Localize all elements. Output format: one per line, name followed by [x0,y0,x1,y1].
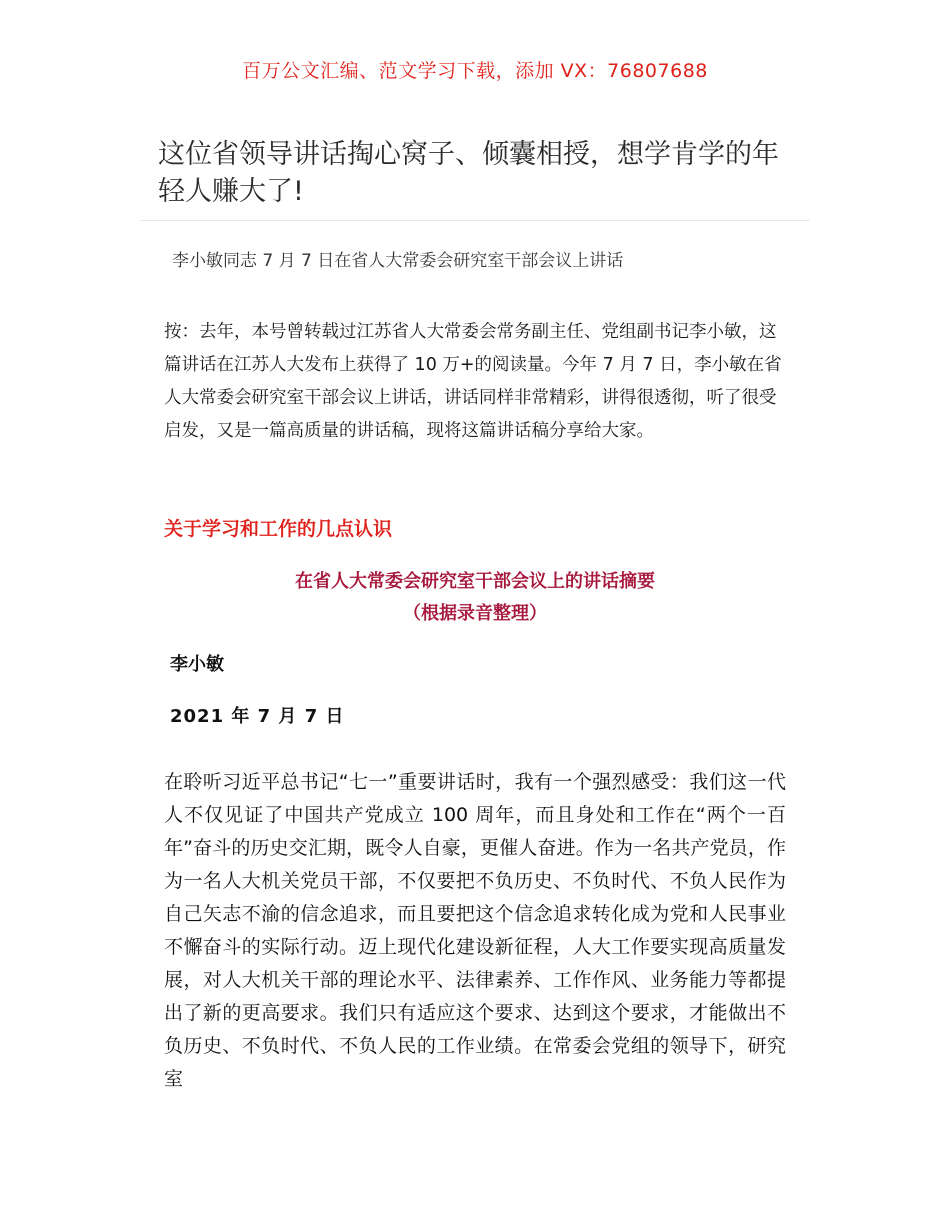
editor-note: 按：去年，本号曾转载过江苏省人大常委会常务副主任、党组副书记李小敏，这篇讲话在江苏人大发布上获得了 10 万+的阅读量。今年 7 月 7 日，李小敏在省人大常委会研究室干部会议上讲话，讲话同样非常精彩，讲得很透彻，听了很受启发，又是一篇高质量的讲话稿，现将这篇讲话稿分享给大家。 [164,322,782,441]
speech-summary-header [0,566,950,630]
promo-banner: 百万公文汇编、范文学习下载，添加 VX：76807688 [242,60,708,82]
speech-date: 2021 年 7 月 7 日 [170,706,345,727]
speech-body: 在聆听习近平总书记“七一”重要讲话时，我有一个强烈感受：我们这一代人不仅见证了中国共产党成立 100 周年，而且身处和工作在“两个一百年”奋斗的历史交汇期，既令人自豪，更催人奋进。作为一名共产党员，作为一名人大机关党员干部，不仅要把不负历史、不负时代、不负人民作为自己矢志不渝的信念追求，而且要把这个信念追求转化成为党和人民事业不懈奋斗的实际行动。迈上现代化建设新征程，人大工作要实现高质量发展，对人大机关干部的理论水平、法律素养、工作作风、业务能力等都提出了新的更高要求。我们只有适应这个要求、达到这个要求，才能做出不负历史、不负时代、不负人民的工作业绩。在常委会党组的领导下，研究室 [164,771,786,1090]
summary-title: 在省人大常委会研究室干部会议上的讲话摘要 [295,571,655,592]
summary-subtitle: （根据录音整理） [403,603,547,624]
article-subtitle: 李小敏同志 7 月 7 日在省人大常委会研究室干部会议上讲话 [172,251,624,271]
section-heading: 关于学习和工作的几点认识 [164,518,393,540]
article-title: 这位省领导讲话掏心窝子、倾囊相授，想学肯学的年轻人赚大了! [158,139,779,207]
title-divider [140,220,810,221]
author-name: 李小敏 [170,654,224,675]
